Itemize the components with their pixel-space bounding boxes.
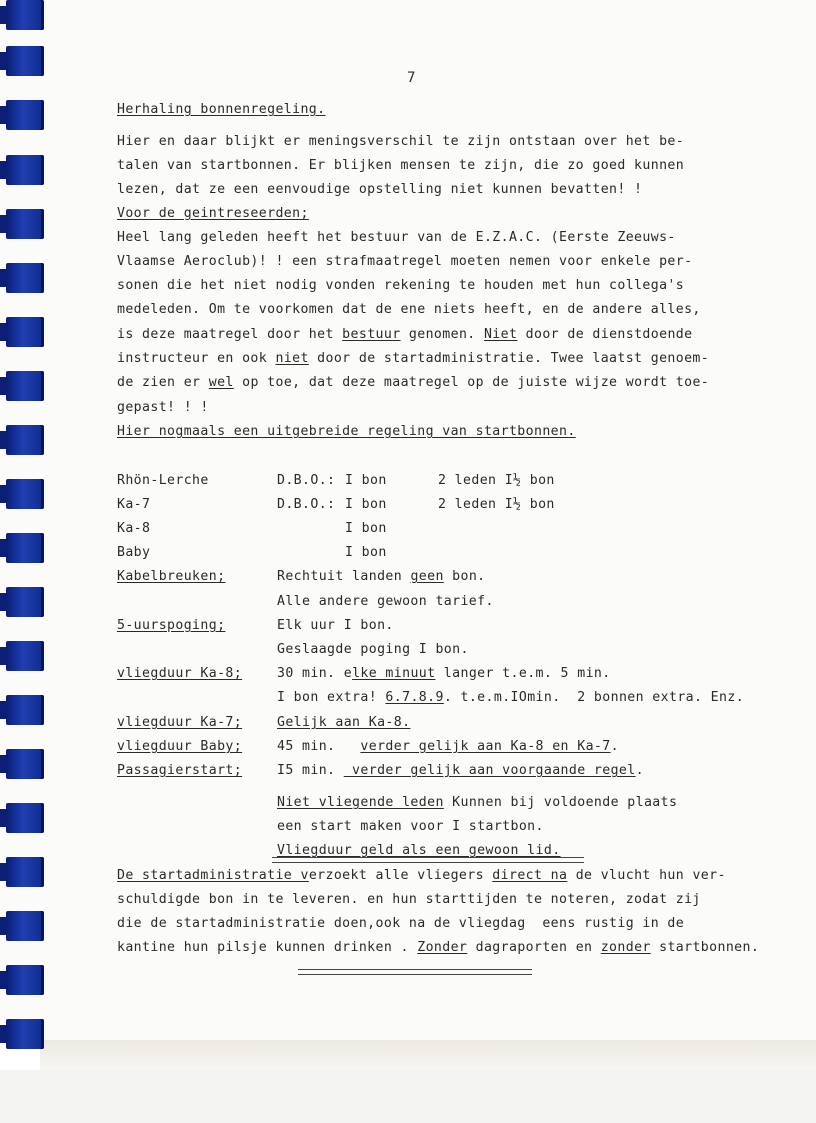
- double-rule: [298, 969, 532, 975]
- rule-label: 5-uurspoging;: [117, 618, 226, 633]
- rule-text: Vliegduur geld als een gewoon lid.: [277, 843, 561, 858]
- rule-label: Passagierstart;: [117, 763, 243, 778]
- binding-ring: [6, 100, 44, 130]
- binding-ring: [6, 371, 44, 401]
- binding-spine: [0, 0, 44, 1123]
- bon-value: I bon: [345, 473, 387, 488]
- sub-heading: Voor de geintreseerden;: [117, 206, 309, 221]
- background-strip: [0, 1070, 816, 1123]
- binding-ring: [6, 641, 44, 671]
- glider-name: Ka-8: [117, 521, 151, 536]
- binding-ring: [6, 695, 44, 725]
- rule-text: een start maken voor I startbon.: [277, 819, 544, 834]
- closing-line: De startadministratie verzoekt alle vliegers direct na de vlucht hun ver-: [117, 868, 726, 883]
- rule-text: 45 min. verder gelijk aan Ka-8 en Ka-7.: [277, 739, 619, 754]
- binding-ring: [6, 155, 44, 185]
- body-line: sonen die het niet nodig vonden rekening te houden met hun collega's: [117, 278, 685, 293]
- rule-text: I bon extra! 6.7.8.9. t.e.m.IOmin. 2 bonnen extra. Enz.: [277, 690, 745, 705]
- body-line-bestuur: is deze maatregel door het bestuur genomen. Niet door de dienstdoende: [117, 327, 693, 342]
- closing-line: schuldigde bon in te leveren. en hun starttijden te noteren, zodat zij: [117, 892, 701, 907]
- rule-text: 30 min. elke minuut langer t.e.m. 5 min.: [277, 666, 611, 681]
- rule-text: Gelijk aan Ka-8.: [277, 715, 411, 730]
- page-number: 7: [407, 70, 416, 86]
- intro-line: lezen, dat ze een eenvoudige opstelling niet kunnen bevatten! !: [117, 182, 643, 197]
- body-line: Heel lang geleden heeft het bestuur van de E.Z.A.C. (Eerste Zeeuws-: [117, 230, 676, 245]
- page-edge-shadow: [40, 1040, 816, 1070]
- binding-ring: [6, 425, 44, 455]
- rule-text: Niet vliegende leden Kunnen bij voldoende plaats: [277, 795, 678, 810]
- body-line: medeleden. Om te voorkomen dat de ene niets heeft, en de andere alles,: [117, 302, 701, 317]
- body-line: gepast! ! !: [117, 400, 209, 415]
- binding-ring: [6, 317, 44, 347]
- binding-ring: [6, 1019, 44, 1049]
- glider-name: Ka-7: [117, 497, 151, 512]
- closing-line: die de startadministratie doen,ook na de vliegdag eens rustig in de: [117, 916, 685, 931]
- rule-text: Geslaagde poging I bon.: [277, 642, 469, 657]
- binding-ring: [6, 965, 44, 995]
- bon-value: I bon: [345, 545, 387, 560]
- rule-label: vliegduur Baby;: [117, 739, 243, 754]
- glider-name: Rhön-Lerche: [117, 473, 209, 488]
- leden-value: 2 leden I½ bon: [438, 497, 555, 512]
- rule-text: Rechtuit landen geen bon.: [277, 569, 486, 584]
- binding-ring: [6, 0, 44, 30]
- binding-ring: [6, 479, 44, 509]
- binding-ring: [6, 46, 44, 76]
- rule-text: Elk uur I bon.: [277, 618, 394, 633]
- rule-label: vliegduur Ka-8;: [117, 666, 243, 681]
- binding-ring: [6, 263, 44, 293]
- closing-line: kantine hun pilsje kunnen drinken . Zonder dagraporten en zonder startbonnen.: [117, 940, 760, 955]
- body-line-wel: de zien er wel op toe, dat deze maatregel op de juiste wijze wordt toe-: [117, 375, 710, 390]
- rule-text: Alle andere gewoon tarief.: [277, 594, 494, 609]
- intro-line: Hier en daar blijkt er meningsverschil te zijn ontstaan over het be-: [117, 134, 685, 149]
- binding-ring: [6, 533, 44, 563]
- binding-ring: [6, 587, 44, 617]
- rules-heading: Hier nogmaals een uitgebreide regeling van startbonnen.: [117, 424, 576, 439]
- body-line-niet: instructeur en ook niet door de startadministratie. Twee laatst genoem-: [117, 351, 710, 366]
- intro-line: talen van startbonnen. Er blijken mensen te zijn, die zo goed kunnen: [117, 158, 685, 173]
- club-code: D.B.O.:: [277, 497, 336, 512]
- binding-ring: [6, 749, 44, 779]
- club-code: D.B.O.:: [277, 473, 336, 488]
- leden-value: 2 leden I½ bon: [438, 473, 555, 488]
- binding-ring: [6, 209, 44, 239]
- rule-label: Kabelbreuken;: [117, 569, 226, 584]
- body-line: Vlaamse Aeroclub)! ! een strafmaatregel moeten nemen voor enkele per-: [117, 254, 693, 269]
- binding-ring: [6, 911, 44, 941]
- binding-ring: [6, 803, 44, 833]
- heading: Herhaling bonnenregeling.: [117, 102, 326, 117]
- double-rule: [272, 857, 584, 863]
- binding-ring: [6, 857, 44, 887]
- rule-text: I5 min. verder gelijk aan voorgaande regel.: [277, 763, 644, 778]
- bon-value: I bon: [345, 497, 387, 512]
- glider-name: Baby: [117, 545, 151, 560]
- rule-label: vliegduur Ka-7;: [117, 715, 243, 730]
- bon-value: I bon: [345, 521, 387, 536]
